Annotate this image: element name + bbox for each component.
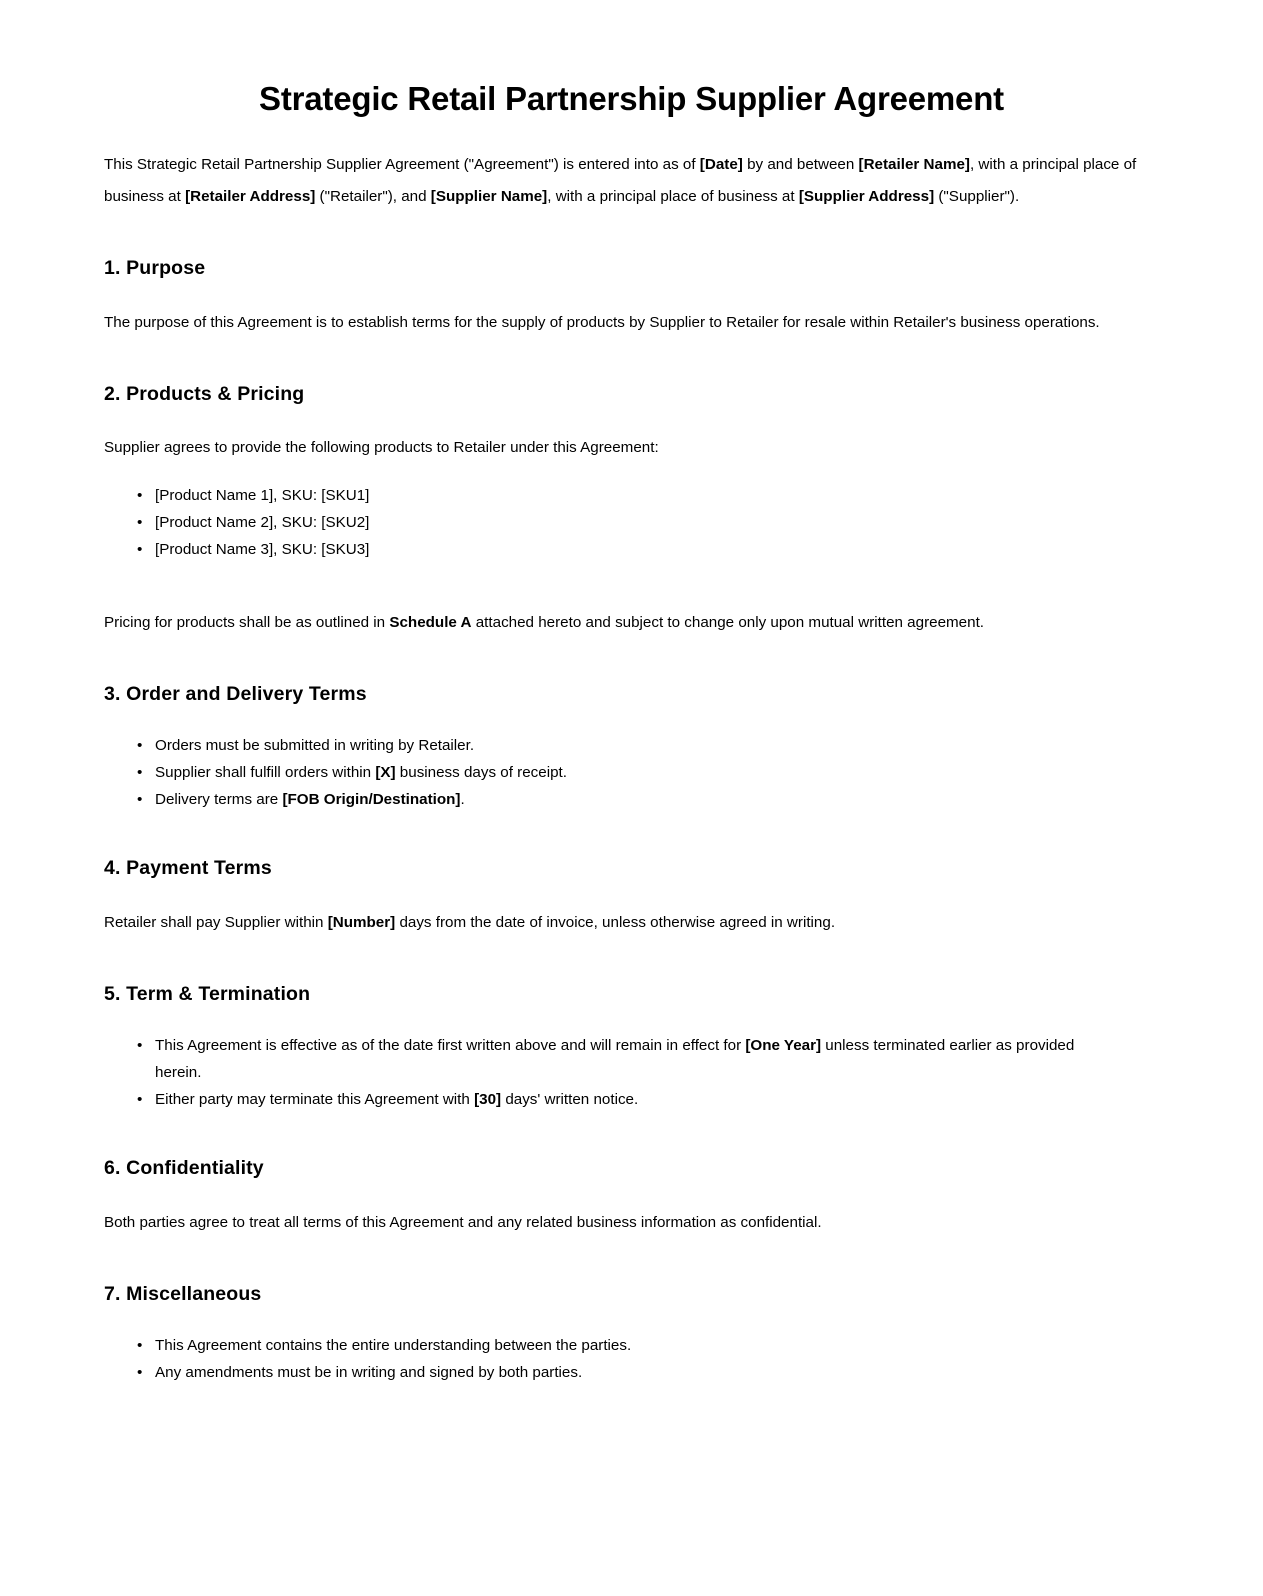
list-item: • Any amendments must be in writing and signed by both parties. [137,1359,1110,1386]
section-heading-confidentiality: 6. Confidentiality [104,1157,264,1180]
list-item [137,1032,1110,1086]
purpose-paragraph: The purpose of this Agreement is to establish terms for the supply of products by Supplier to Retailer for resale within Retailer's business operations. [104,313,1100,331]
bullet-text-2: days' written notice. [501,1091,639,1109]
section-products-pricing [104,383,1159,639]
payment-terms-paragraph [104,907,1159,939]
section-heading-purpose: 1. Purpose [104,257,206,280]
intro-placeholder-supplier-name: [Supplier Name] [430,188,548,206]
section-heading-products-pricing: 2. Products & Pricing [104,382,305,405]
section-term-termination [104,983,1159,1113]
list-item [137,732,1110,759]
bullet-text-2: unless terminated earlier as provided herein. [155,1037,1075,1082]
pricing-note [104,607,1159,639]
intro-placeholder-date: [Date] [699,156,743,174]
intro-placeholder-retailer-name: [Retailer Name] [858,156,970,174]
list-item [137,759,1110,786]
intro-text-5: , with a principal place of business at [547,188,799,206]
section-heading-payment-terms: 4. Payment Terms [104,857,272,880]
pricing-note-text-1: Pricing for products shall be as outlined in [104,614,390,632]
products-lead-in: Supplier agrees to provide the following products to Retailer under this Agreement: [104,439,659,457]
list-item: • [Product Name 2], SKU: [SKU2] [137,509,1110,536]
section-payment-terms [104,857,1159,938]
intro-text-4: ("Retailer"), and [315,188,431,206]
bullet-text-2: business days of receipt. [395,764,567,782]
bullet-text-1: Delivery terms are [155,791,283,809]
intro-paragraph [104,149,1159,213]
bullet-text-1: Supplier shall fulfill orders within [155,764,376,782]
section-heading-term-termination: 5. Term & Termination [104,982,311,1005]
bullet-text-2: . [460,791,465,809]
bullet-text-1: Either party may terminate this Agreement with [155,1091,475,1109]
intro-text-6: ("Supplier"). [934,188,1020,206]
pricing-note-text-2: attached hereto and subject to change only upon mutual written agreement. [471,614,985,632]
bullet-placeholder-days: [X] [375,764,396,782]
miscellaneous-list [104,1332,1159,1386]
payment-text-2: days from the date of invoice, unless otherwise agreed in writing. [395,913,836,931]
payment-text-1: Retailer shall pay Supplier within [104,913,328,931]
section-confidentiality [104,1157,1159,1238]
list-item [137,786,1110,813]
section-miscellaneous [104,1283,1159,1386]
intro-text-2: by and between [742,156,859,174]
section-purpose [104,257,1159,338]
product-list [104,482,1159,563]
intro-text-1: This Strategic Retail Partnership Supplier Agreement ("Agreement") is entered into as of [104,156,700,174]
bullet-text-1: This Agreement is effective as of the date first written above and will remain in effect for [155,1037,746,1055]
section-heading-order-delivery: 3. Order and Delivery Terms [104,683,367,706]
list-item [137,1086,1110,1113]
list-item: • [Product Name 3], SKU: [SKU3] [137,536,1110,563]
intro-placeholder-retailer-address: [Retailer Address] [185,188,316,206]
bullet-placeholder-fob: [FOB Origin/Destination] [282,791,461,809]
list-item: • [Product Name 1], SKU: [SKU1] [137,482,1110,509]
bullet-placeholder-30-days: [30] [474,1091,502,1109]
intro-text-3: , with a principal place of business at [104,156,1137,206]
confidentiality-paragraph: Both parties agree to treat all terms of this Agreement and any related business information as confidential. [104,1213,822,1231]
intro-placeholder-supplier-address: [Supplier Address] [798,188,935,206]
section-order-delivery [104,683,1159,813]
bullet-text-1: Orders must be submitted in writing by Retailer. [155,737,475,755]
section-heading-miscellaneous: 7. Miscellaneous [104,1282,262,1305]
bullet-placeholder-one-year: [One Year] [745,1037,822,1055]
page-title: Strategic Retail Partnership Supplier Agreement [259,80,1004,117]
order-delivery-list [104,732,1159,813]
term-termination-list [104,1032,1159,1113]
pricing-note-schedule-a: Schedule A [389,614,472,632]
list-item: • This Agreement contains the entire understanding between the parties. [137,1332,1110,1359]
payment-placeholder-number: [Number] [327,913,396,931]
